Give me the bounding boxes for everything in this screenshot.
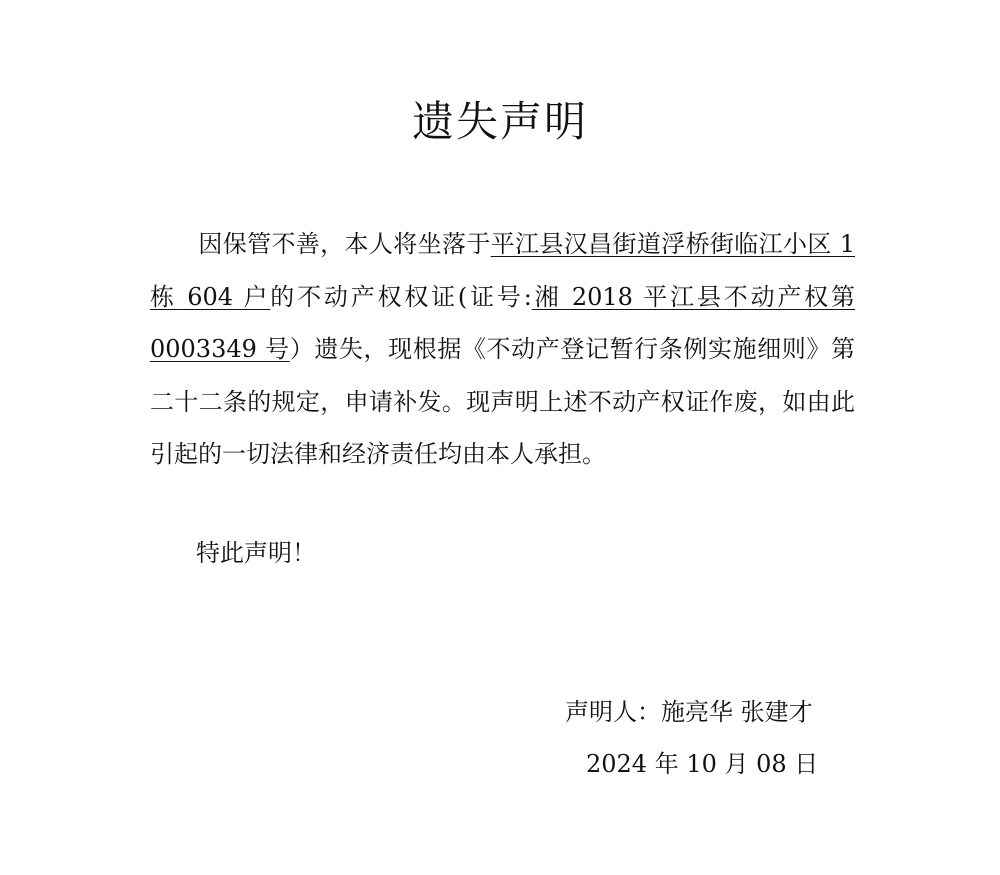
body-statement: ）遗失，现根据《不动产登记暂行条例实施细则》第二十二条的规定，申请补发。现声明上述不动产权证作废，如由此引起的一切法律和经济责任均由本人承担。 [150, 335, 856, 468]
declaration-body [150, 218, 855, 481]
certificate-number: 湘 2018 平江县不动产权第 0003349 号 [150, 282, 855, 363]
body-intro: 因保管不善，本人将坐落于 [198, 230, 491, 258]
signature-date: 2024 年 10 月 08 日 [586, 750, 819, 778]
body-cert-intro: 的不动产权权证(证号: [270, 282, 532, 311]
declarant-names: 施亮华 张建才 [661, 698, 813, 726]
property-address: 平江县汉昌街道浮桥街临江小区 1 栋 604 户 [150, 230, 855, 311]
signature-line [565, 690, 813, 734]
declarant-label: 声明人： [565, 698, 661, 726]
closing-statement: 特此声明！ [196, 539, 316, 567]
page-title: 遗失声明 [411, 97, 588, 146]
